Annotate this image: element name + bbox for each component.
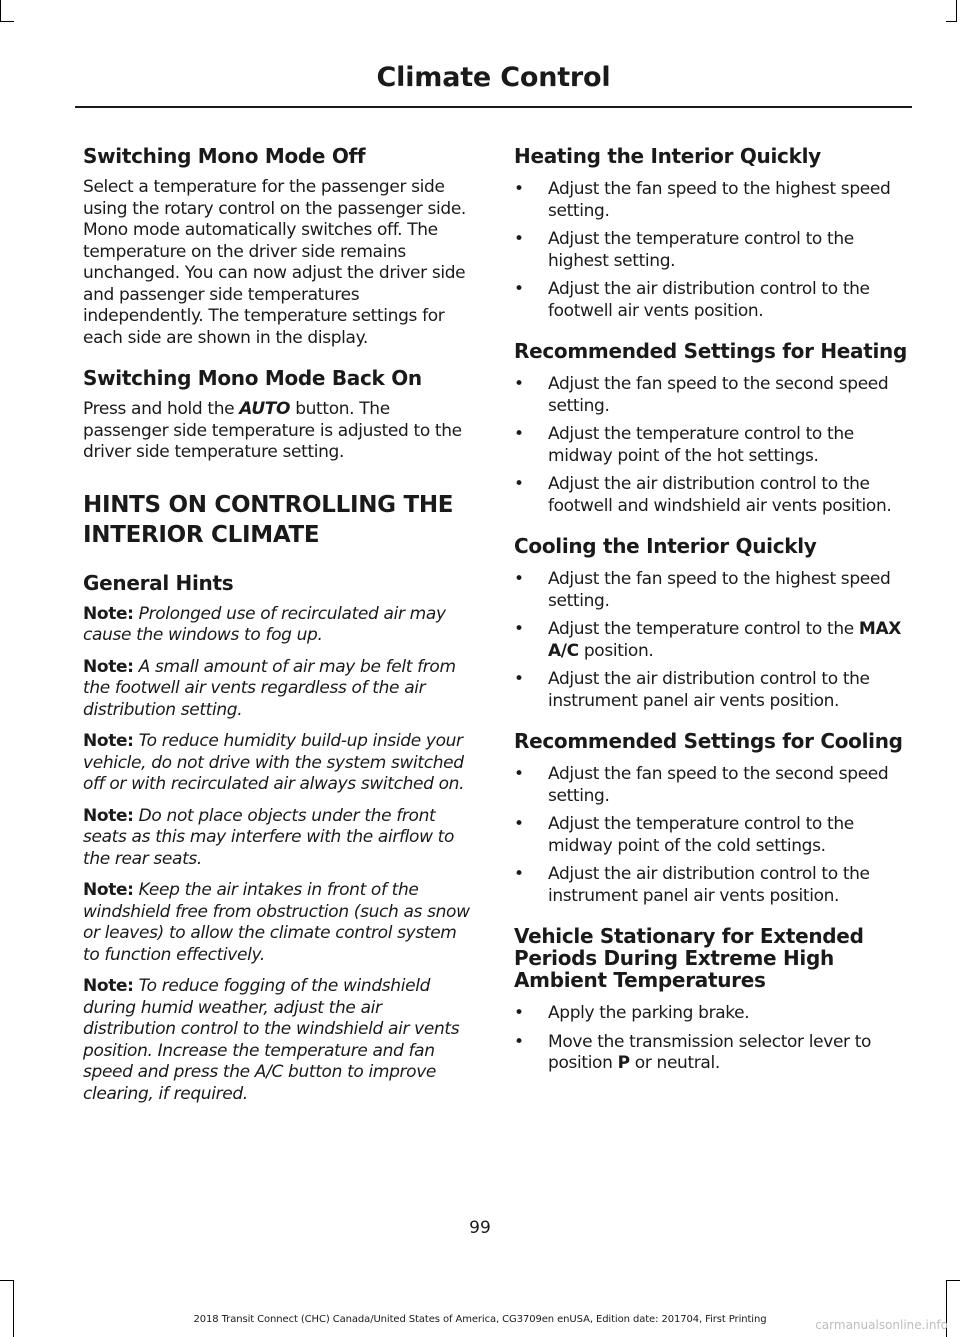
vehicle-stationary-list [514, 1003, 909, 1075]
hints-heading-line: HINTS ON CONTROLLING THE [83, 491, 454, 518]
crop-mark [0, 0, 1, 22]
note-text: To reduce humidity build-up inside your vehicle, do not drive with the system switched off or with recirculated air always switched on. [83, 731, 465, 794]
list-item-text: Adjust the fan speed to the second speed setting. [548, 764, 889, 806]
bullet-icon: • [514, 814, 524, 834]
note-label: Note: [83, 603, 134, 624]
page-number: 99 [469, 1218, 491, 1238]
bullet-icon: • [514, 279, 524, 299]
list-item [514, 864, 909, 907]
list-item-text: Adjust the air distribution control to the footwell air vents position. [548, 279, 870, 321]
list-item-text: Move the transmission selector lever to position [548, 1031, 872, 1073]
note-paragraph [83, 657, 475, 722]
note-label: Note: [83, 731, 134, 751]
mono-on-text [83, 399, 475, 464]
bullet-icon: • [514, 619, 524, 639]
crop-mark [946, 1280, 960, 1281]
bullet-icon: • [514, 864, 524, 884]
crop-mark [946, 21, 957, 22]
note-paragraph [83, 604, 475, 647]
bullet-icon: • [514, 569, 524, 589]
crop-mark [0, 21, 14, 22]
list-item [514, 669, 909, 712]
cooling-recommended-list [514, 764, 909, 907]
auto-keyword: AUTO [239, 399, 291, 419]
bullet-icon: • [514, 1031, 524, 1052]
edition-line: 2018 Transit Connect (CHC) Canada/United States of America, CG3709en enUSA, Edition date: 201704, First Printing [193, 1314, 767, 1325]
list-item-text: Adjust the air distribution control to the instrument panel air vents position. [548, 669, 870, 711]
right-column [514, 145, 909, 1089]
list-item-text: Apply the parking brake. [548, 1003, 750, 1023]
list-item-text: Adjust the temperature control to the highest setting. [548, 229, 854, 271]
section-heading-heating-quickly: Heating the Interior Quickly [514, 144, 821, 168]
list-item-text: Adjust the fan speed to the highest speed setting. [548, 179, 891, 221]
note-paragraph [83, 806, 475, 871]
note-paragraph [83, 880, 475, 966]
note-paragraph [83, 731, 475, 796]
list-item-text: Adjust the temperature control to the [548, 619, 859, 639]
list-item-text: Adjust the fan speed to the highest speed setting. [548, 569, 891, 611]
mono-off-text: Select a temperature for the passenger side using the rotary control on the passenger side. Mono mode automatically switches off. The temperature on the driver side remains unchanged. You can now adjust the driver side and passenger side temperatures independently. The temperature settings for each side are shown in the display. [83, 177, 466, 348]
note-text: A small amount of air may be felt from the footwell air vents regardless of the air distribution setting. [83, 656, 456, 720]
list-item [514, 764, 909, 807]
mono-on-text-part: Press and hold the [83, 399, 240, 419]
list-item-text: Adjust the air distribution control to the instrument panel air vents position. [548, 864, 870, 906]
section-heading-mono-off: Switching Mono Mode Off [83, 144, 366, 168]
bullet-icon: • [514, 474, 524, 494]
list-item [514, 569, 909, 612]
bullet-icon: • [514, 764, 524, 784]
watermark: carmanualsonline.info [815, 1318, 948, 1332]
list-item [514, 229, 909, 272]
section-heading-cooling-quickly: Cooling the Interior Quickly [514, 534, 817, 558]
note-text: Do not place objects under the front seats as this may interfere with the airflow to the rear seats. [83, 805, 455, 869]
mono-on-text-part: button. The passenger side temperature is adjusted to the driver side temperature setting. [83, 399, 462, 462]
crop-mark [0, 1280, 14, 1281]
section-heading-vehicle-stationary: Vehicle Stationary for Extended Periods During Extreme High Ambient Temperatures [514, 924, 864, 992]
list-item-text: Adjust the temperature control to the midway point of the cold settings. [548, 814, 854, 856]
list-item [514, 619, 909, 662]
list-item [514, 1003, 909, 1025]
page-header [75, 58, 912, 108]
crop-mark [13, 1280, 14, 1337]
crop-mark [956, 0, 957, 22]
park-keyword: P [617, 1053, 630, 1073]
section-heading-general-hints: General Hints [83, 570, 234, 595]
list-item [514, 474, 909, 517]
note-paragraph [83, 976, 475, 1105]
max-ac-keyword: MAX A/C [548, 619, 902, 661]
list-item [514, 1032, 909, 1075]
bullet-icon: • [514, 179, 524, 199]
list-item [514, 374, 909, 417]
list-item [514, 179, 909, 222]
list-item [514, 814, 909, 857]
list-item-text: Adjust the temperature control to the midway point of the hot settings. [548, 424, 854, 466]
list-item-text: Adjust the fan speed to the second speed setting. [548, 374, 889, 416]
cooling-quickly-list [514, 569, 909, 712]
hints-heading [83, 520, 475, 550]
section-heading-cooling-recommended: Recommended Settings for Cooling [514, 729, 903, 753]
list-item-text: position. [578, 640, 654, 661]
note-text: Prolonged use of recirculated air may cause the windows to fog up. [83, 603, 446, 645]
left-column [83, 145, 475, 1115]
list-item [514, 424, 909, 467]
section-heading-heating-recommended: Recommended Settings for Heating [514, 339, 908, 363]
section-heading-mono-on: Switching Mono Mode Back On [83, 366, 422, 390]
note-text: To reduce fogging of the windshield during humid weather, adjust the air distribution control to the windshield air vents position. Increase the temperature and fan speed and press the A/C button to improve clearing, if required. [83, 976, 460, 1104]
note-label: Note: [83, 656, 134, 677]
hints-heading-line: INTERIOR CLIMATE [83, 521, 320, 548]
heating-quickly-list [514, 179, 909, 322]
heating-recommended-list [514, 374, 909, 517]
note-text: Keep the air intakes in front of the windshield free from obstruction (such as snow or leaves) to allow the climate control system to function effectively. [83, 880, 470, 965]
note-label: Note: [83, 880, 134, 900]
bullet-icon: • [514, 669, 524, 689]
hints-heading [83, 490, 475, 520]
note-label: Note: [83, 976, 134, 996]
list-item-text: Adjust the air distribution control to the footwell and windshield air vents position. [548, 474, 892, 516]
bullet-icon: • [514, 424, 524, 444]
bullet-icon: • [514, 374, 524, 394]
bullet-icon: • [514, 1003, 524, 1023]
list-item-text: or neutral. [629, 1053, 720, 1073]
page-title: Climate Control [376, 62, 611, 93]
bullet-icon: • [514, 229, 524, 249]
note-label: Note: [83, 805, 134, 826]
list-item [514, 279, 909, 322]
